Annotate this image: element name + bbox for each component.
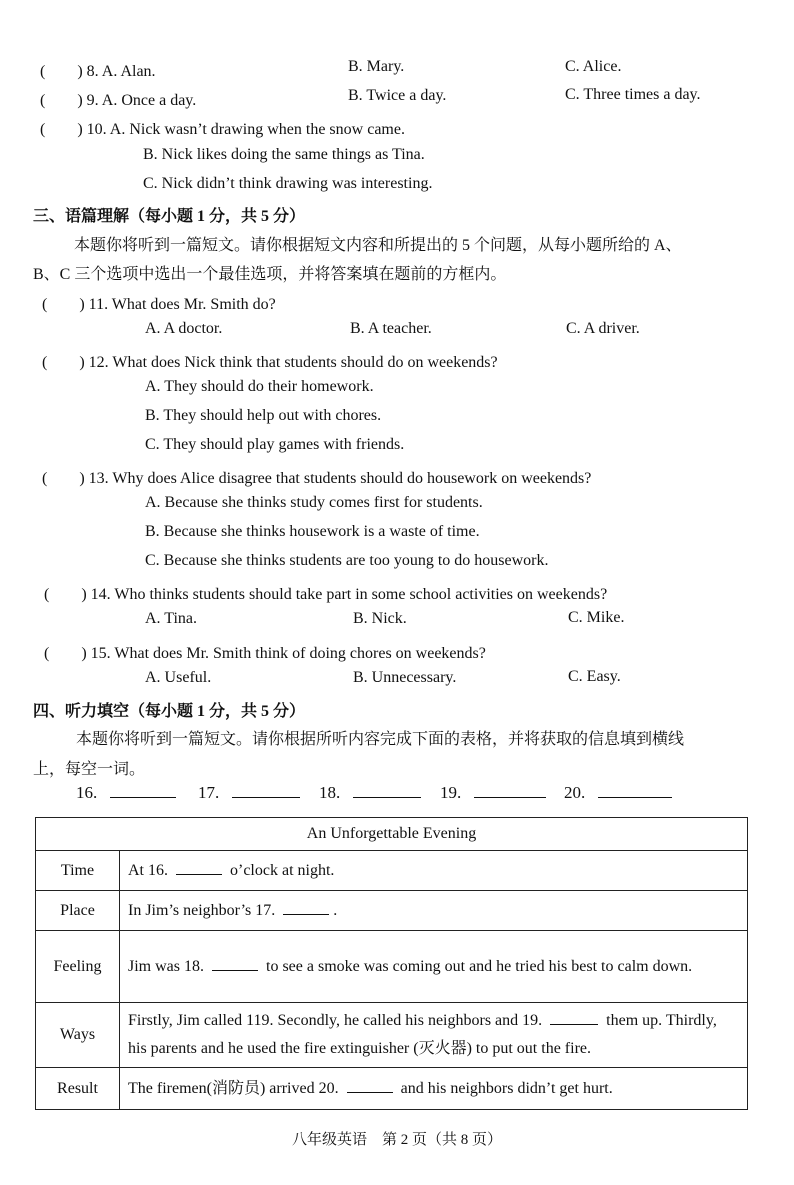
section-3-instruction: 本题你将听到一篇短文。请你根据短文内容和所提出的 5 个问题，从每小题所给的 A、 xyxy=(74,237,682,254)
answer-blank-18[interactable] xyxy=(319,783,421,803)
table-row xyxy=(36,851,748,891)
table-title: An Unforgettable Evening xyxy=(36,818,748,851)
question-14-option-a: A. Tina. xyxy=(145,610,198,627)
question-13-option-c: C. Because she thinks students are too young to do housework. xyxy=(145,552,549,569)
table-row xyxy=(36,891,748,931)
question-13-option-a: A. Because she thinks study comes first for students. xyxy=(145,494,483,511)
blank-16[interactable] xyxy=(176,862,222,875)
answer-blank-16[interactable] xyxy=(76,783,176,803)
question-13: ( ) 13. Why does Alice disagree that students should do housework on weekends? xyxy=(42,470,592,487)
section-4-heading: 四、听力填空（每小题 1 分，共 5 分） xyxy=(33,703,306,720)
row-label-time: Time xyxy=(36,851,120,891)
row-content-result xyxy=(120,1068,748,1110)
table-row xyxy=(36,1003,748,1068)
question-11-option-a: A. A doctor. xyxy=(145,320,223,337)
blank-label: 16. xyxy=(76,783,98,802)
question-14-option-c: C. Mike. xyxy=(568,609,625,626)
question-9-option-c: C. Three times a day. xyxy=(565,86,701,103)
row-text: At 16. xyxy=(128,861,168,879)
blank-19[interactable] xyxy=(550,1012,598,1025)
question-12-option-b: B. They should help out with chores. xyxy=(145,407,382,424)
question-11: ( ) 11. What does Mr. Smith do? xyxy=(42,296,276,313)
question-10-option-c: C. Nick didn’t think drawing was interesting. xyxy=(143,175,433,192)
question-10: ( ) 10. A. Nick wasn’t drawing when the snow came. xyxy=(40,121,405,138)
question-12-option-a: A. They should do their homework. xyxy=(145,378,374,395)
question-10-option-b: B. Nick likes doing the same things as Tina. xyxy=(143,146,425,163)
page-footer: 八年级英语 第 2 页（共 8 页） xyxy=(291,1132,502,1148)
table-row xyxy=(36,931,748,1003)
question-15-option-c: C. Easy. xyxy=(568,668,621,685)
blank-label: 17. xyxy=(198,783,220,802)
question-12: ( ) 12. What does Nick think that students should do on weekends? xyxy=(42,354,498,371)
row-content-ways xyxy=(120,1003,748,1068)
row-text: . xyxy=(333,901,338,919)
question-11-option-b: B. A teacher. xyxy=(350,320,432,337)
question-11-option-c: C. A driver. xyxy=(566,320,640,337)
answer-blank-19[interactable] xyxy=(440,783,546,803)
row-content-time xyxy=(120,851,748,891)
row-text: In Jim’s neighbor’s 17. xyxy=(128,901,276,919)
question-13-option-b: B. Because she thinks housework is a waste of time. xyxy=(145,523,480,540)
blank-17[interactable] xyxy=(283,902,329,915)
row-label-place: Place xyxy=(36,891,120,931)
question-15-option-b: B. Unnecessary. xyxy=(353,669,457,686)
row-text: Firstly, Jim called 119. Secondly, he called his neighbors and 19. xyxy=(128,1012,543,1029)
question-14: ( ) 14. Who thinks students should take part in some school activities on weekends? xyxy=(44,586,608,603)
question-9: ( ) 9. A. Once a day. xyxy=(40,92,197,109)
question-9-option-b: B. Twice a day. xyxy=(348,87,447,104)
question-8-option-c: C. Alice. xyxy=(565,58,622,75)
row-label-feeling: Feeling xyxy=(36,931,120,1003)
table-row xyxy=(36,1068,748,1110)
blank-18[interactable] xyxy=(212,958,258,971)
row-text: to see a smoke was coming out and he tried his best to calm down. xyxy=(266,957,693,975)
question-8-option-b: B. Mary. xyxy=(348,58,405,75)
info-table xyxy=(35,817,748,1110)
question-8: ( ) 8. A. Alan. xyxy=(40,63,156,80)
row-text: them up. Thirdly, his parents and he used the fire extinguisher (灭火器) to put out the fire. xyxy=(128,1012,717,1057)
section-4-instruction: 本题你将听到一篇短文。请你根据所听内容完成下面的表格，并将获取的信息填到横线 xyxy=(76,731,685,748)
row-text: o’clock at night. xyxy=(230,861,335,879)
section-3-heading: 三、语篇理解（每小题 1 分，共 5 分） xyxy=(33,208,306,225)
question-15-option-a: A. Useful. xyxy=(145,669,212,686)
row-text: The firemen(消防员) arrived 20. xyxy=(128,1079,339,1097)
answer-blank-20[interactable] xyxy=(564,783,672,803)
row-text: and his neighbors didn’t get hurt. xyxy=(400,1079,613,1097)
section-3-instruction-cont: B、C 三个选项中选出一个最佳选项，并将答案填在题前的方框内。 xyxy=(33,266,507,283)
blank-label: 19. xyxy=(440,783,462,802)
section-4-instruction-cont: 上，每空一词。 xyxy=(33,761,146,778)
question-15: ( ) 15. What does Mr. Smith think of doing chores on weekends? xyxy=(44,645,486,662)
row-content-place xyxy=(120,891,748,931)
row-content-feeling xyxy=(120,931,748,1003)
row-text: Jim was 18. xyxy=(128,957,204,975)
answer-blank-17[interactable] xyxy=(198,783,300,803)
blank-label: 18. xyxy=(319,783,341,802)
blank-20[interactable] xyxy=(347,1080,393,1093)
question-14-option-b: B. Nick. xyxy=(353,610,407,627)
row-label-result: Result xyxy=(36,1068,120,1110)
row-label-ways: Ways xyxy=(36,1003,120,1068)
question-12-option-c: C. They should play games with friends. xyxy=(145,436,405,453)
blank-label: 20. xyxy=(564,783,586,802)
